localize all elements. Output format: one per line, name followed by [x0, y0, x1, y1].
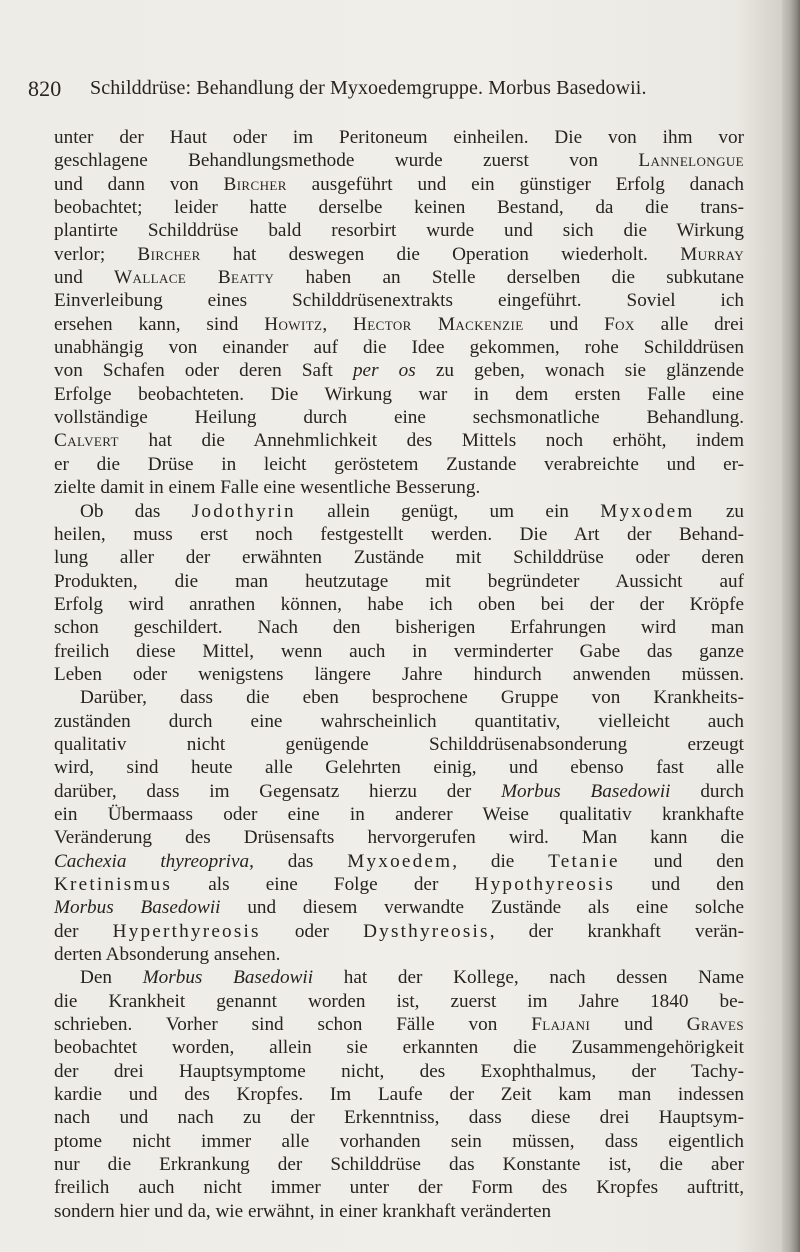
text-run: haben an Stelle derselben die subkutane [274, 267, 744, 289]
text-line [54, 1200, 744, 1223]
text-run: freilich auch nicht immer unter der Form des Kropfes auftritt, [54, 1177, 744, 1199]
text-line [54, 1130, 744, 1153]
author-name: Bircher [223, 173, 287, 195]
text-run: lung aller der erwähnten Zustände mit Schilddrüse oder deren [54, 547, 744, 569]
text-run: wird, sind heute alle Gelehrten einig, und ebenso fast alle [54, 757, 744, 779]
page-header [28, 76, 748, 106]
text-line [54, 406, 744, 429]
text-line [54, 149, 744, 172]
text-run: zu [694, 500, 744, 522]
author-name: Bircher [137, 243, 201, 265]
text-line [54, 756, 744, 779]
text-run: durch [670, 780, 744, 802]
text-run: hat deswegen die Operation wiederholt. [200, 243, 681, 265]
text-line [54, 289, 744, 312]
text-run: und [590, 1014, 687, 1036]
spaced-term: Dysthyreosis [363, 920, 490, 942]
text-run: oder [260, 920, 364, 942]
text-run: allein genügt, um ein [295, 500, 601, 522]
text-run: kardie und des Kropfes. Im Laufe der Zeit kam man indessen [54, 1084, 744, 1106]
text-run: schrieben. Vorher sind schon Fälle von [54, 1014, 532, 1036]
text-run: unabhängig von einander auf die Idee gekommen, rohe Schilddrüsen [54, 337, 744, 359]
text-line [54, 710, 744, 733]
italic-term: Cachexia thyreopriva [54, 850, 250, 872]
text-run: der [54, 920, 113, 942]
text-run: ersehen kann, sind [54, 313, 265, 335]
text-run: Ob das [80, 500, 192, 522]
text-run: heilen, muss erst noch festgestellt werden. Die Art der Behand- [54, 523, 744, 545]
text-line [54, 966, 744, 989]
text-run: , das [249, 850, 348, 872]
text-line [54, 850, 744, 873]
text-run: Leben oder wenigstens längere Jahre hindurch anwenden müssen. [54, 663, 744, 685]
text-run: zuständen durch eine wahrscheinlich quantitativ, vielleicht auch [54, 710, 744, 732]
spaced-term: Hyperthyreosis [112, 920, 261, 942]
spaced-term: Tetanie [548, 850, 620, 872]
text-run: darüber, dass im Gegensatz hierzu der [54, 780, 502, 802]
text-line [54, 896, 744, 919]
spaced-term: Myxodem [600, 500, 695, 522]
author-name: Flajani [531, 1014, 591, 1036]
text-run: hat der Kollege, nach dessen Name [313, 967, 744, 989]
spaced-term: Kretinismus [54, 874, 173, 895]
text-run: , [322, 313, 354, 335]
text-line [54, 1060, 744, 1083]
text-run: und den [619, 850, 744, 872]
italic-term: Morbus Basedowii [142, 967, 314, 989]
spaced-term: Jodothyrin [191, 500, 296, 522]
text-line [54, 686, 744, 709]
text-run: als eine Folge der [172, 874, 475, 895]
text-run: ptome nicht immer alle vorhanden sein müssen, dass eigentlich [54, 1130, 744, 1152]
text-line [54, 243, 744, 266]
text-line [54, 733, 744, 756]
text-run: Erfolg wird anrathen können, habe ich oben bei der der Kröpfe [54, 593, 744, 615]
text-line [54, 429, 744, 452]
text-line [54, 920, 744, 943]
spaced-term: Hypothyreosis [474, 874, 616, 895]
text-run: qualitativ nicht genügende Schilddrüsenabsonderung erzeugt [54, 733, 744, 755]
text-run: Den [80, 967, 143, 989]
text-line [54, 173, 744, 196]
text-line [54, 616, 744, 639]
text-line [54, 663, 744, 686]
author-name: Calvert [54, 430, 119, 452]
text-run: ausgeführt und ein günstiger Erfolg danach [286, 173, 744, 195]
spaced-term: Myxoedem [347, 850, 453, 872]
text-line [54, 1013, 744, 1036]
text-line [54, 593, 744, 616]
text-line [54, 500, 744, 523]
text-run: von Schafen oder deren Saft [54, 360, 353, 382]
text-run: Produkten, die man heutzutage mit begründeter Aussicht auf [54, 570, 744, 592]
text-run: plantirte Schilddrüse bald resorbirt wurde und sich die Wirkung [54, 220, 744, 242]
text-run: derten Absonderung ansehen. [54, 944, 281, 966]
author-name: Hector Mackenzie [353, 313, 524, 335]
text-line [54, 336, 744, 359]
text-line [54, 476, 744, 499]
text-run: der drei Hauptsymptome nicht, des Exophthalmus, der Tachy- [54, 1060, 744, 1082]
text-line [54, 266, 744, 289]
author-name: Graves [686, 1014, 744, 1036]
text-run: nach und nach zu der Erkenntniss, dass diese drei Hauptsym- [54, 1107, 744, 1129]
text-run: freilich diese Mittel, wenn auch in verminderter Gabe das ganze [54, 640, 744, 662]
text-run: geschlagene Behandlungsmethode wurde zuerst von [54, 150, 639, 172]
text-line [54, 1036, 744, 1059]
italic-term: Morbus Basedowii [501, 780, 671, 802]
text-line [54, 546, 744, 569]
text-run: und [54, 267, 115, 289]
text-run: die Krankheit genannt worden ist, zuerst im Jahre 1840 be- [54, 990, 744, 1012]
text-line [54, 453, 744, 476]
text-run: Erfolge beobachteten. Die Wirkung war in dem ersten Falle eine [54, 383, 744, 405]
text-run: nur die Erkrankung der Schilddrüse das Konstante ist, die aber [54, 1154, 744, 1176]
text-run: und [523, 313, 605, 335]
text-run: unter der Haut oder im Peritoneum einheilen. Die von ihm vor [54, 127, 744, 148]
text-line [54, 1176, 744, 1199]
text-run: , der krankhaft verän- [489, 920, 744, 942]
author-name: Lannelongue [638, 150, 744, 172]
text-run: zielte damit in einem Falle eine wesentliche Besserung. [54, 477, 481, 499]
text-run: zu geben, wonach sie glänzende [415, 360, 744, 382]
text-line [54, 943, 744, 966]
text-line [54, 383, 744, 406]
text-run: verlor; [54, 243, 138, 265]
text-run: hat die Annehmlichkeit des Mittels noch erhöht, indem [118, 430, 744, 452]
text-run: schon geschildert. Nach den bisherigen Erfahrungen wird man [54, 617, 744, 639]
text-line [54, 219, 744, 242]
text-run: , die [452, 850, 549, 872]
text-line [54, 803, 744, 826]
text-line [54, 196, 744, 219]
author-name: Wallace Beatty [114, 267, 275, 289]
author-name: Fox [604, 313, 635, 335]
italic-term: per os [352, 360, 416, 382]
text-line [54, 990, 744, 1013]
text-run: alle drei [634, 313, 744, 335]
text-run: Veränderung des Drüsensafts hervorgerufen wird. Man kann die [54, 827, 744, 849]
text-run: ein Übermaass oder eine in anderer Weise qualitativ krankhafte [54, 803, 744, 825]
text-run: beobachtet; leider hatte derselbe keinen Bestand, da die trans- [54, 197, 744, 219]
author-name: Murray [680, 243, 744, 265]
text-run: Darüber, dass die eben besprochene Gruppe von Krankheits- [80, 687, 744, 709]
italic-term: Morbus Basedowii [54, 897, 221, 919]
running-title: Schilddrüse: Behandlung der Myxoedemgruppe. Morbus Basedowii. [90, 77, 647, 99]
page-number: 820 [28, 76, 62, 101]
text-line [54, 780, 744, 803]
text-line [54, 826, 744, 849]
text-run: sondern hier und da, wie erwähnt, in einer krankhaft veränderten [54, 1200, 552, 1222]
text-line [54, 359, 744, 382]
page-edge-shadow [782, 0, 800, 1252]
text-run: beobachtet worden, allein sie erkannten die Zusammengehörigkeit [54, 1037, 744, 1059]
text-run: und den [615, 874, 744, 895]
text-run: und diesem verwandte Zustände als eine solche [220, 897, 744, 919]
text-line [54, 313, 744, 336]
text-line [54, 523, 744, 546]
text-run: und dann von [54, 173, 224, 195]
text-run: er die Drüse in leicht geröstetem Zustande verabreichte und er- [54, 453, 744, 475]
text-run: Einverleibung eines Schilddrüsenextrakts eingeführt. Soviel ich [54, 290, 744, 312]
text-line [54, 1153, 744, 1176]
text-line [54, 640, 744, 663]
text-line [54, 126, 744, 149]
body-text [54, 126, 744, 1223]
text-run: vollständige Heilung durch eine sechsmonatliche Behandlung. [54, 407, 744, 429]
text-line [54, 1106, 744, 1129]
text-line [54, 1083, 744, 1106]
text-line [54, 873, 744, 896]
author-name: Howitz [264, 313, 323, 335]
text-line [54, 570, 744, 593]
